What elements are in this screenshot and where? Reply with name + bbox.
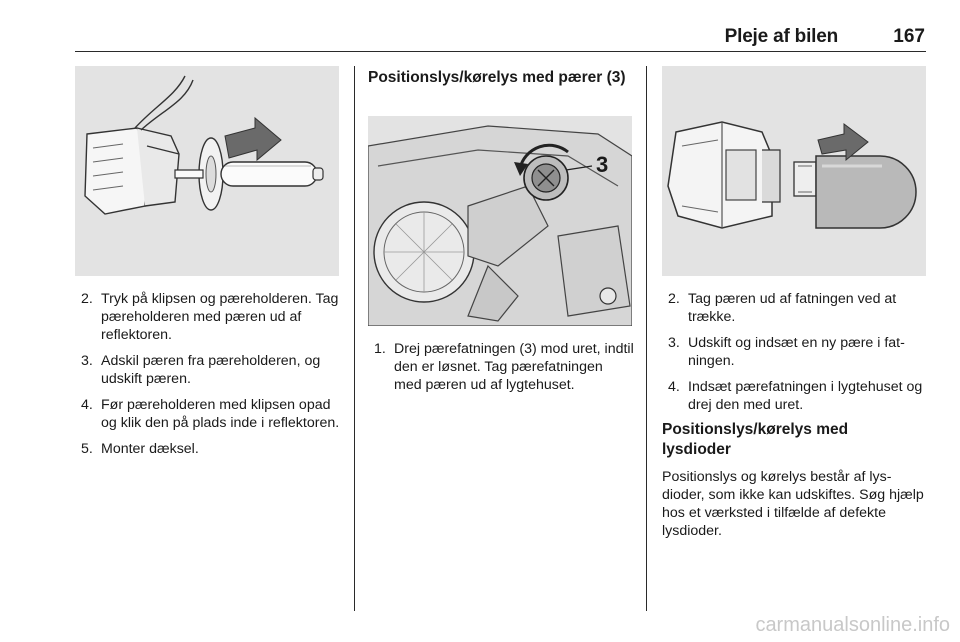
led-info-paragraph: Positionslys og kørelys består af lysdioder, som ikke kan udskiftes. Søg hjælp hos et værksted i tilfælde af defekte lysdioder. [662,469,924,539]
header-divider [75,51,926,52]
figure-headlamp-housing [368,116,632,326]
figure-wedge-bulb-removal [662,66,926,276]
list-item: 4. Før pæreholderen med klipsen opad og klik den på plads inde i reflektoren. [81,397,340,431]
section-heading-leds: Positionslys/kørelys med lysdioder [662,421,849,458]
figure-bulb-holder-removal [75,66,339,276]
list-item: 1. Drej pærefatningen (3) mod uret, indtil den er løsnet. Tag pærefatningen med pæren ud af lygtehuset. [374,341,634,393]
page-header-title: Pleje af bilen [724,26,838,47]
column-divider-left [354,66,355,611]
list-item: 4. Indsæt pærefatningen i lygtehuset og drej den med uret. [668,379,923,413]
headlamp-illustration [368,116,632,326]
middle-steps-list [368,340,634,402]
list-item: 3. Udskift og indsæt en ny pære i fatningen. [668,335,905,369]
page-number: 167 [893,26,925,47]
watermark: carmanualsonline.info [755,614,950,636]
column-divider-right [646,66,647,611]
list-item: 2. Tryk på klipsen og pæreholderen. Tag pæreholderen med pæren ud af reflektoren. [81,291,339,343]
left-steps-list [75,290,341,466]
figure-callout-3: 3 [596,152,609,177]
list-item: 5. Monter dæksel. [81,441,199,457]
list-item: 3. Adskil pæren fra pæreholderen, og udskift pæren. [81,353,321,387]
right-steps-list [662,290,930,422]
list-item: 2. Tag pæren ud af fatningen ved at trække. [668,291,897,325]
section-heading-bulbs: Positionslys/kørelys med pærer (3) [368,69,626,86]
wedge-bulb-illustration [662,66,926,276]
bulb-holder-illustration [75,66,339,276]
